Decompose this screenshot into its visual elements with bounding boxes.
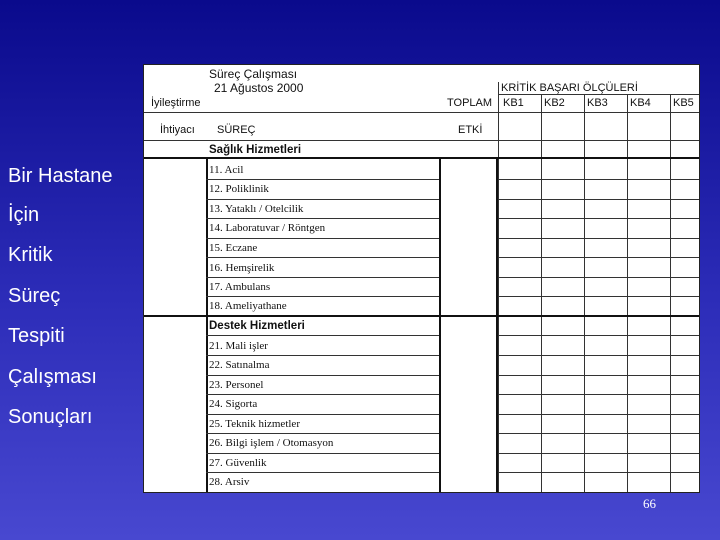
page-number: 66 <box>643 496 656 511</box>
row-line <box>206 453 439 454</box>
kb-row-line <box>498 277 700 278</box>
side-title-line-3: Kritik <box>8 244 53 266</box>
row-line <box>206 375 439 376</box>
header-kritik-basari-olculeri: KRİTİK BAŞARI ÖLÇÜLERİ <box>501 82 638 94</box>
row-line <box>206 472 439 473</box>
row-line <box>206 414 439 415</box>
list-item: 23. Personel <box>209 379 264 391</box>
header-kb3: KB3 <box>587 97 608 109</box>
header-etki: ETKİ <box>458 124 483 136</box>
section1-toplam-left <box>439 159 441 315</box>
side-title-line-6: Çalışması <box>8 366 97 388</box>
kb-row-line <box>498 218 700 219</box>
row-line <box>206 296 439 297</box>
table-date: 21 Ağustos 2000 <box>214 81 304 95</box>
section2-toplam-left <box>439 317 441 493</box>
side-title-line-7: Sonuçları <box>8 406 93 428</box>
kb-row-line <box>498 335 700 336</box>
list-item: 28. Arsiv <box>209 476 250 488</box>
row-line <box>206 199 439 200</box>
list-item: 16. Hemşirelik <box>209 262 275 274</box>
header-surec: SÜREÇ <box>217 124 256 136</box>
list-item: 17. Ambulans <box>209 281 271 293</box>
list-item: 27. Güvenlik <box>209 457 267 469</box>
list-item: 11. Acil <box>209 164 244 176</box>
kb-row-line <box>498 375 700 376</box>
side-title-line-1: Bir Hastane <box>8 165 113 187</box>
list-item: 12. Poliklinik <box>209 183 269 195</box>
header-toplam: TOPLAM <box>447 97 493 109</box>
kb-col-line-1 <box>498 82 499 493</box>
section1-left-line <box>206 159 208 315</box>
row-line <box>206 257 439 258</box>
row-line <box>206 179 439 180</box>
kb-row-line <box>498 257 700 258</box>
kb-row-line <box>498 472 700 473</box>
side-title-line-2: İçin <box>8 204 40 226</box>
row-line <box>206 238 439 239</box>
header-kb5: KB5 <box>673 97 694 109</box>
header-divider <box>144 112 700 113</box>
kb-row-line <box>498 394 700 395</box>
process-table <box>143 64 700 493</box>
row-line <box>206 277 439 278</box>
header-kb1: KB1 <box>503 97 524 109</box>
header-iyilestirme: İyileştirme <box>151 97 201 109</box>
row-line <box>206 335 439 336</box>
list-item: 25. Teknik hizmetler <box>209 418 300 430</box>
row-line <box>206 218 439 219</box>
kb-row-line <box>498 355 700 356</box>
section2-left-line <box>206 317 208 493</box>
table-title: Süreç Çalışması <box>209 67 298 81</box>
list-item: 14. Laboratuvar / Röntgen <box>209 222 326 234</box>
kb-row-line <box>498 296 700 297</box>
section2-toplam-right <box>496 317 498 493</box>
side-title-line-4: Süreç <box>8 285 61 307</box>
side-title-line-5: Tespiti <box>8 325 65 347</box>
kb-row-line <box>498 414 700 415</box>
section2-top-line <box>144 315 700 317</box>
kb-row-line <box>498 433 700 434</box>
list-item: 26. Bilgi işlem / Otomasyon <box>209 437 334 449</box>
list-item: 21. Mali işler <box>209 340 268 352</box>
header-ihtiyaci: İhtiyacı <box>160 124 195 136</box>
header-kb4: KB4 <box>630 97 651 109</box>
section1-toplam-right <box>496 159 498 315</box>
list-item: 15. Eczane <box>209 242 258 254</box>
list-item: 24. Sigorta <box>209 398 258 410</box>
kb-row-line <box>498 199 700 200</box>
list-item: 13. Yataklı / Otelcilik <box>209 203 304 215</box>
row-line <box>206 355 439 356</box>
section2-title: Destek Hizmetleri <box>209 320 305 332</box>
list-item: 22. Satınalma <box>209 359 270 371</box>
header-kb2: KB2 <box>544 97 565 109</box>
kb-row-line <box>498 453 700 454</box>
header-bottom-line <box>144 140 700 141</box>
section1-title: Sağlık Hizmetleri <box>209 144 302 156</box>
section1-top-line <box>144 157 700 159</box>
kb-row-line <box>498 179 700 180</box>
list-item: 18. Ameliyathane <box>209 300 287 312</box>
row-line <box>206 433 439 434</box>
row-line <box>206 394 439 395</box>
kb-row-line <box>498 238 700 239</box>
